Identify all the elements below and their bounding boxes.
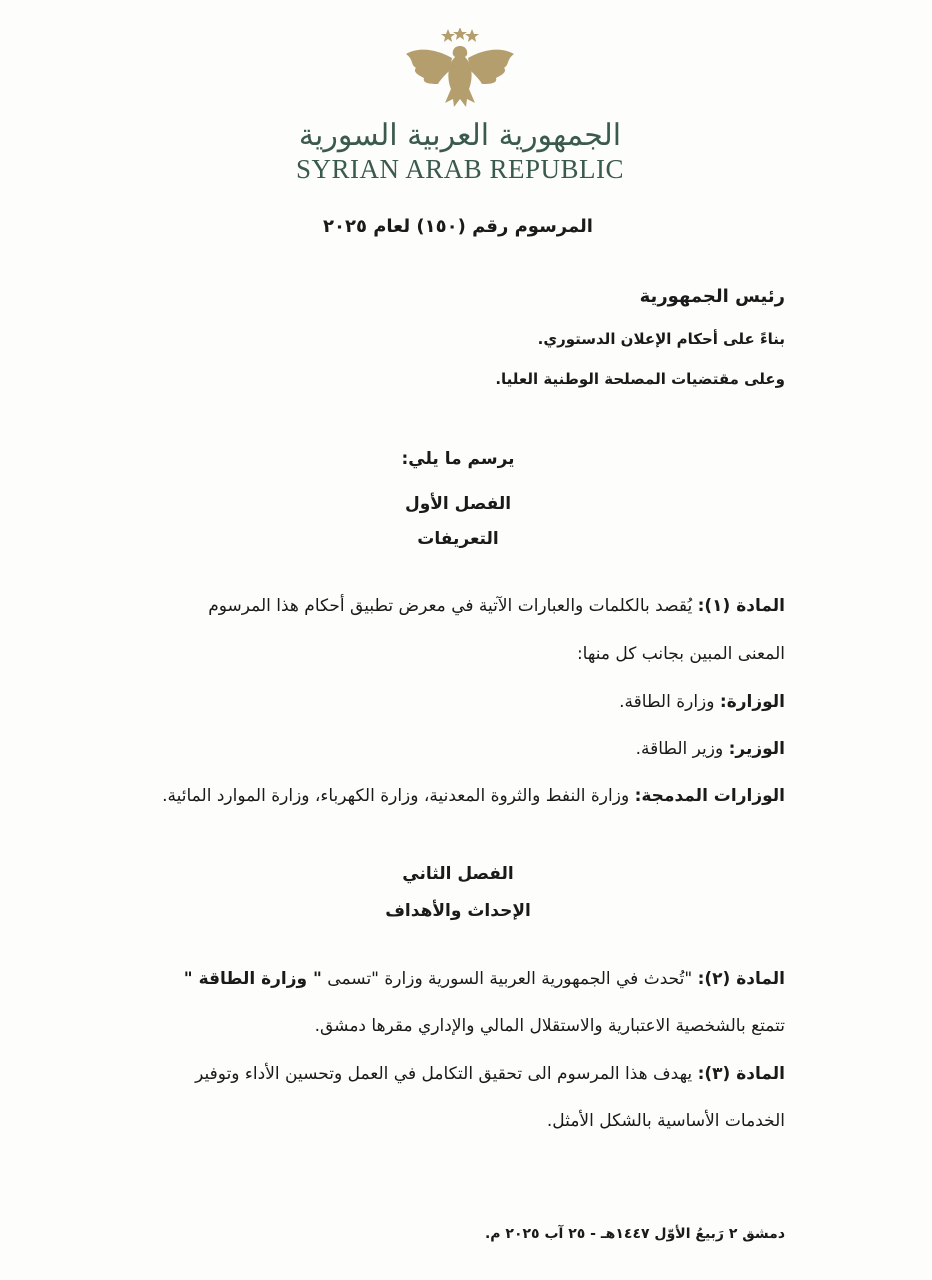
preamble-line-2: وعلى مقتضيات المصلحة الوطنية العليا. [495,370,785,388]
article3-line1 [195,1064,785,1084]
date-line: دمشق ٢ رَبيعُ الأوّل ١٤٤٧هـ - ٢٥ آب ٢٠٢٥ م. [484,1226,785,1242]
chapter1-title: الفصل الأول [404,494,512,514]
article2-text: "تُحدث في الجمهورية العربية السورية وزارة "تسمى [327,969,693,989]
article2-line2: تتمتع بالشخصية الاعتبارية والاستقلال المالي والإداري مقرها دمشق. [314,1016,785,1036]
english-country-name: SYRIAN ARAB REPUBLIC [295,154,625,184]
def-term: الوزير: [728,739,785,759]
def-text: وزارة الطاقة. [619,692,715,712]
decree-title: المرسوم رقم (١٥٠) لعام ٢٠٢٥ [323,216,593,237]
article1-text: يُقصد بالكلمات والعبارات الآتية في معرض تطبيق أحكام هذا المرسوم [208,596,693,616]
article3-line2: الخدمات الأساسية بالشكل الأمثل. [546,1111,785,1131]
article2-line1 [184,969,785,989]
issuer: رئيس الجمهورية [639,286,785,307]
eagle-emblem-icon [400,28,520,114]
def-term: الوزارات المدمجة: [634,786,785,806]
decrees-heading: يرسم ما يلي: [401,449,515,469]
definition-merged-ministries [162,786,785,806]
preamble-line-1: بناءً على أحكام الإعلان الدستوري. [537,330,785,348]
definition-minister [636,739,785,759]
ministry-name: " وزارة الطاقة " [183,969,322,989]
article1-label: المادة (١): [697,596,785,616]
def-text: وزير الطاقة. [635,739,724,759]
article1-line1 [208,596,785,616]
arabic-country-name: الجمهورية العربية السورية [298,118,622,153]
chapter2-title: الفصل الثاني [402,864,514,884]
definition-ministry [619,692,785,712]
article2-label: المادة (٢): [697,969,785,989]
chapter2-subtitle: الإحداث والأهداف [385,901,531,921]
article3-label: المادة (٣): [697,1064,785,1084]
article3-text: يهدف هذا المرسوم الى تحقيق التكامل في العمل وتحسين الأداء وتوفير [195,1064,693,1084]
article1-line2: المعنى المبين بجانب كل منها: [576,644,785,664]
def-term: الوزارة: [719,692,785,712]
def-text: وزارة النفط والثروة المعدنية، وزارة الكهرباء، وزارة الموارد المائية. [162,786,630,806]
chapter1-subtitle: التعريفات [417,529,499,549]
